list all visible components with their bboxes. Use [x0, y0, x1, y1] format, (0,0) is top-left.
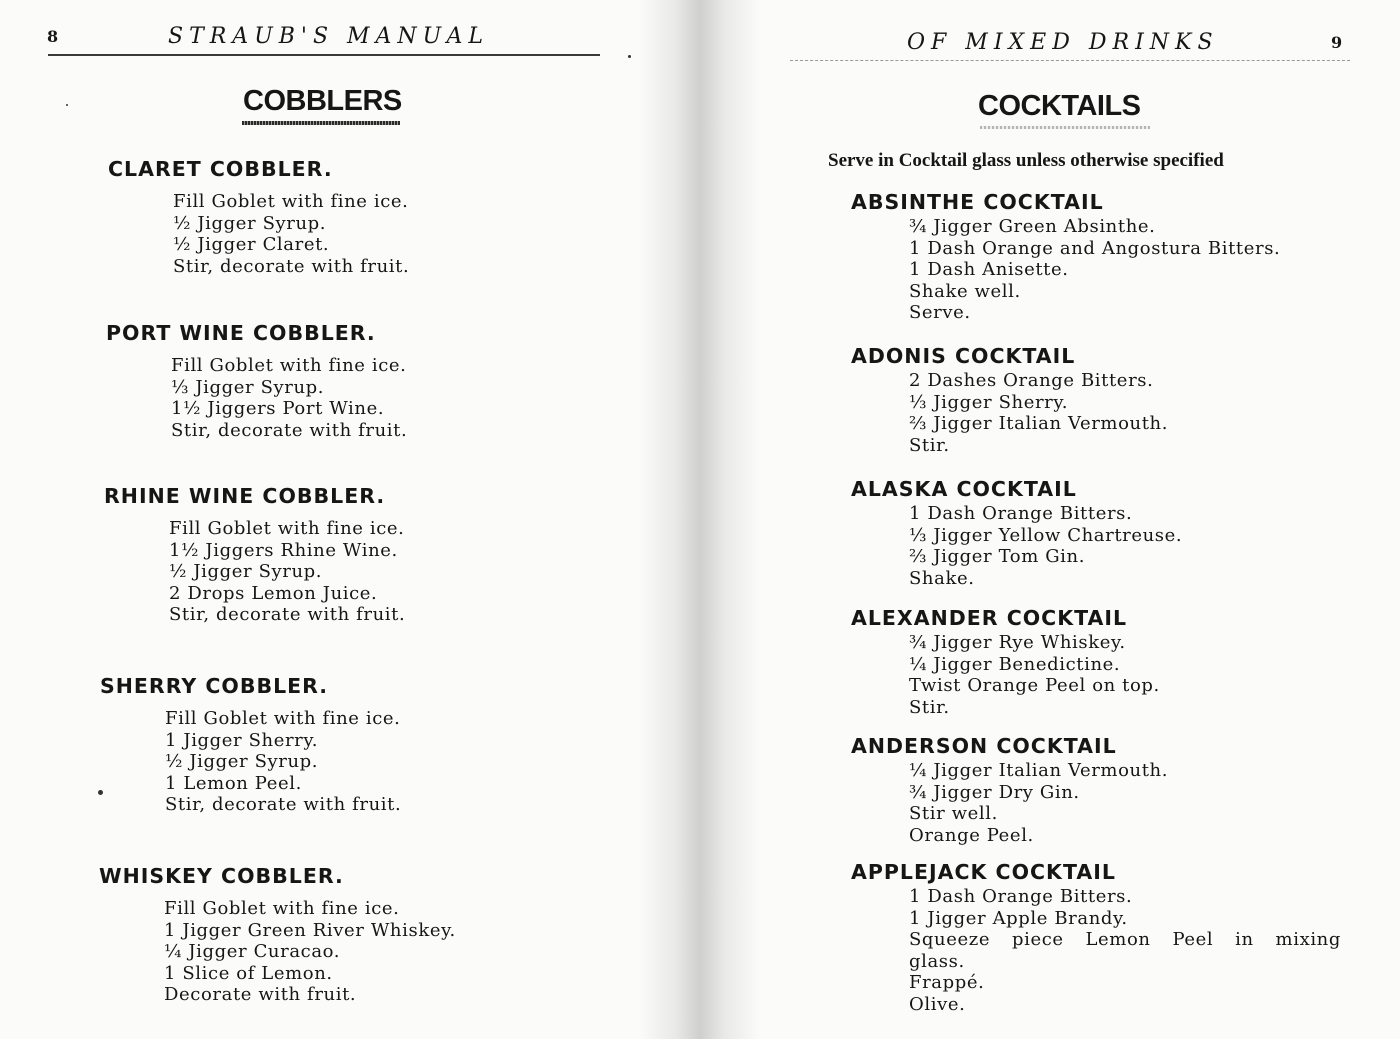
title-underline [242, 121, 400, 125]
recipe-line: Orange Peel. [909, 824, 1034, 846]
recipe-line: ¾ Jigger Green Absinthe. [909, 216, 1156, 237]
recipe-line: Shake. [909, 567, 975, 589]
recipe-line: Stir well. [909, 803, 998, 824]
recipe-line: 1 Slice of Lemon. [164, 962, 333, 984]
recipe-line: 1½ Jiggers Port Wine. [171, 398, 385, 419]
recipe-title: APPLEJACK COCKTAIL [851, 860, 1116, 884]
recipe-line: ¾ Jigger Dry Gin. [909, 781, 1080, 803]
running-head: STRAUB'S MANUAL [168, 24, 490, 49]
recipe-lines [909, 632, 1160, 718]
recipe-title: ANDERSON COCKTAIL [851, 734, 1117, 758]
recipe-line: 1 Jigger Sherry. [165, 729, 319, 751]
recipe-line: 2 Drops Lemon Juice. [169, 582, 378, 604]
recipe-lines [169, 518, 405, 626]
recipe-title: ALASKA COCKTAIL [851, 477, 1077, 501]
recipe-line: Fill Goblet with fine ice. [173, 191, 409, 212]
recipe-line: Stir, decorate with fruit. [165, 794, 402, 815]
recipe-line: Twist Orange Peel on top. [909, 675, 1160, 696]
recipe-line: ⅓ Jigger Sherry. [909, 391, 1069, 413]
recipe-line: Stir. [909, 696, 950, 718]
section-title: COBBLERS [243, 85, 402, 117]
recipe-line: Frappé. [909, 972, 985, 993]
recipe-lines [164, 898, 456, 1006]
section-subtitle: Serve in Cocktail glass unless otherwise specified [828, 150, 1224, 171]
recipe-line: Shake well. [909, 280, 1021, 302]
right-page [700, 0, 1400, 1039]
recipe-lines [171, 355, 407, 441]
section-title: COCKTAILS [978, 90, 1141, 122]
recipe-title: WHISKEY COBBLER. [99, 864, 344, 888]
recipe [104, 484, 405, 626]
recipe [851, 344, 1168, 456]
recipe-title: RHINE WINE COBBLER. [104, 484, 386, 508]
recipe-line: ½ Jigger Claret. [173, 234, 330, 255]
recipe-line: 1 Dash Orange Bitters. [909, 886, 1133, 907]
recipe-line: Stir, decorate with fruit. [171, 419, 408, 441]
recipe-lines [909, 760, 1168, 846]
recipe-line: 1 Dash Orange Bitters. [909, 503, 1133, 524]
recipe-line: ⅓ Jigger Yellow Chartreuse. [909, 524, 1183, 546]
recipe [851, 190, 1280, 324]
recipe-line: ⅔ Jigger Tom Gin. [909, 546, 1086, 567]
recipe-line: 2 Dashes Orange Bitters. [909, 370, 1154, 391]
recipe-line: ½ Jigger Syrup. [169, 561, 323, 582]
recipe-line: Squeeze piece Lemon Peel in mixing [909, 929, 1341, 950]
recipe-line: 1 Jigger Green River Whiskey. [164, 919, 456, 941]
recipe-line: ¼ Jigger Benedictine. [909, 653, 1121, 675]
recipe-line: ½ Jigger Syrup. [165, 751, 319, 772]
recipe-line: glass. [909, 950, 965, 972]
recipe-title: PORT WINE COBBLER. [106, 321, 376, 345]
recipe-line: Decorate with fruit. [164, 984, 357, 1005]
recipe-line: 1½ Jiggers Rhine Wine. [169, 539, 398, 561]
recipe-line: ¾ Jigger Rye Whiskey. [909, 632, 1126, 653]
recipe-lines [165, 708, 401, 816]
recipe-line: ¼ Jigger Italian Vermouth. [909, 760, 1169, 781]
recipe-line: 1 Lemon Peel. [165, 772, 302, 794]
recipe-line: Stir, decorate with fruit. [169, 604, 406, 625]
running-head: OF MIXED DRINKS [907, 30, 1219, 55]
recipe-line: 1 Dash Orange and Angostura Bitters. [909, 237, 1281, 259]
title-underline [980, 126, 1150, 129]
ink-speck [66, 104, 68, 106]
recipe-title: ABSINTHE COCKTAIL [851, 190, 1104, 214]
recipe-line: Fill Goblet with fine ice. [171, 355, 407, 376]
recipe-line: Serve. [909, 302, 971, 323]
recipe [851, 606, 1160, 718]
recipe-title: ALEXANDER COCKTAIL [851, 606, 1128, 630]
recipe [108, 157, 409, 277]
recipe-title: SHERRY COBBLER. [100, 674, 329, 698]
recipe [851, 477, 1182, 589]
recipe-title: CLARET COBBLER. [108, 157, 333, 181]
recipe-line: Fill Goblet with fine ice. [165, 708, 401, 729]
page-number: 8 [47, 27, 59, 46]
recipe [851, 734, 1168, 846]
recipe-lines [909, 886, 1341, 1015]
recipe-line: Fill Goblet with fine ice. [164, 898, 400, 919]
recipe [100, 674, 401, 816]
recipe-line: ⅔ Jigger Italian Vermouth. [909, 413, 1169, 434]
recipe [851, 860, 1341, 1015]
recipe-line: Stir. [909, 434, 950, 456]
recipe-lines [909, 370, 1168, 456]
recipe-line: Stir, decorate with fruit. [173, 255, 410, 277]
header-rule [48, 54, 600, 56]
recipe-line: Fill Goblet with fine ice. [169, 518, 405, 539]
recipe-line: ⅓ Jigger Syrup. [171, 376, 325, 398]
page-number: 9 [1331, 33, 1343, 52]
header-rule [790, 60, 1350, 61]
recipe-title: ADONIS COCKTAIL [851, 344, 1076, 368]
recipe-line: 1 Jigger Apple Brandy. [909, 907, 1128, 929]
recipe-lines [173, 191, 409, 277]
recipe-line: Olive. [909, 993, 966, 1015]
recipe-line: 1 Dash Anisette. [909, 259, 1069, 280]
ink-speck [98, 790, 103, 795]
recipe [99, 864, 456, 1006]
recipe-lines [909, 503, 1182, 589]
recipe-lines [909, 216, 1280, 324]
recipe-line: ½ Jigger Syrup. [173, 212, 327, 234]
ink-speck [628, 55, 631, 58]
recipe-line: ¼ Jigger Curacao. [164, 941, 341, 962]
recipe [106, 321, 407, 441]
